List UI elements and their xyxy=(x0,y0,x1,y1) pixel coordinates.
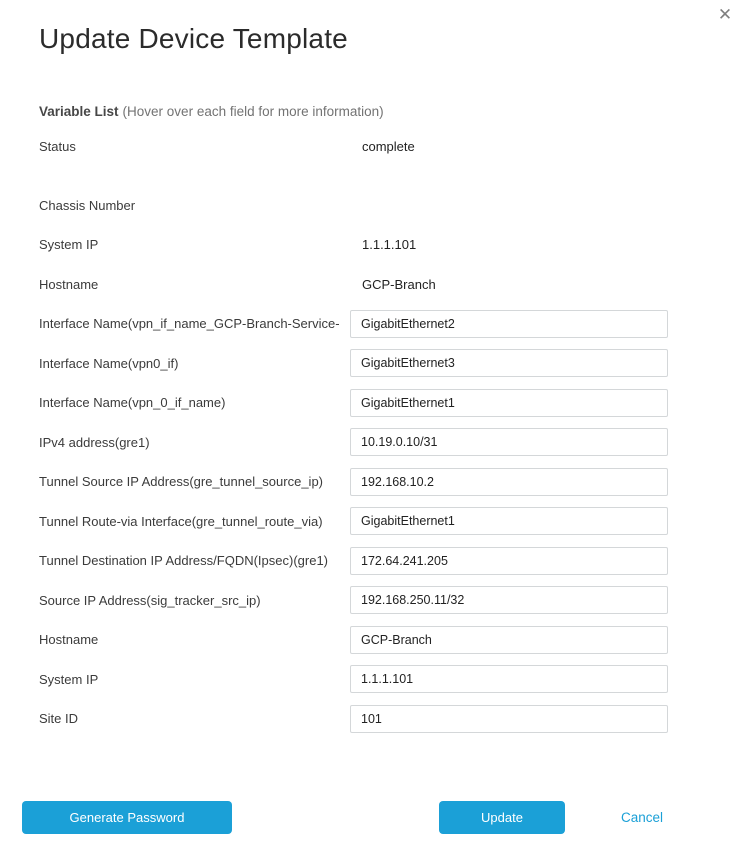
row-interface-name-vpn0-if xyxy=(0,344,752,384)
field-label-interface-name-service-vpn: Interface Name(vpn_if_name_GCP-Branch-Service- xyxy=(39,316,340,332)
row-system-ip-input xyxy=(0,660,752,700)
close-icon[interactable]: ✕ xyxy=(717,4,733,24)
row-system-ip-static xyxy=(0,225,752,265)
dialog-footer xyxy=(0,801,752,834)
row-site-id xyxy=(0,699,752,739)
field-label-tunnel-source-ip: Tunnel Source IP Address(gre_tunnel_source_ip) xyxy=(39,474,324,490)
field-label-tunnel-route-via: Tunnel Route-via Interface(gre_tunnel_route_via) xyxy=(39,513,323,529)
system-ip-input[interactable] xyxy=(350,665,668,693)
field-label-system-ip-input: System IP xyxy=(39,671,99,687)
field-value-system-ip: 1.1.1.101 xyxy=(362,237,417,253)
dialog-title: Update Device Template xyxy=(39,23,348,54)
ipv4-address-gre1-input[interactable] xyxy=(350,428,668,456)
row-source-ip-sig-tracker xyxy=(0,581,752,621)
field-label-chassis-number: Chassis Number xyxy=(39,197,136,213)
row-gap xyxy=(0,167,752,186)
row-status xyxy=(0,127,752,167)
hostname-input[interactable] xyxy=(350,626,668,654)
variable-list-label: Variable List xyxy=(39,104,119,119)
variable-list xyxy=(0,127,752,739)
field-label-hostname-input: Hostname xyxy=(39,632,99,648)
generate-password-button[interactable]: Generate Password xyxy=(22,801,232,834)
field-label-hostname: Hostname xyxy=(39,276,99,292)
variable-list-note: (Hover over each field for more information) xyxy=(122,104,384,119)
row-interface-name-vpn-0-if-name xyxy=(0,383,752,423)
row-ipv4-address-gre1 xyxy=(0,423,752,463)
update-button[interactable]: Update xyxy=(439,801,565,834)
interface-name-vpn-0-if-name-input[interactable] xyxy=(350,389,668,417)
field-value-hostname: GCP-Branch xyxy=(362,276,436,292)
field-label-tunnel-destination-ip: Tunnel Destination IP Address/FQDN(Ipsec)(gre1) xyxy=(39,553,329,569)
field-label-interface-name-vpn-0-if-name: Interface Name(vpn_0_if_name) xyxy=(39,395,226,411)
tunnel-destination-ip-input[interactable] xyxy=(350,547,668,575)
field-label-ipv4-address-gre1: IPv4 address(gre1) xyxy=(39,434,150,450)
field-label-source-ip-sig-tracker: Source IP Address(sig_tracker_src_ip) xyxy=(39,592,261,608)
site-id-input[interactable] xyxy=(350,705,668,733)
field-value-status: complete xyxy=(362,139,415,155)
tunnel-route-via-input[interactable] xyxy=(350,507,668,535)
field-label-interface-name-vpn0-if: Interface Name(vpn0_if) xyxy=(39,355,179,371)
row-interface-name-service-vpn xyxy=(0,304,752,344)
cancel-button[interactable]: Cancel xyxy=(620,809,663,825)
interface-name-service-vpn-input[interactable] xyxy=(350,310,668,338)
source-ip-sig-tracker-input[interactable] xyxy=(350,586,668,614)
row-tunnel-route-via xyxy=(0,502,752,542)
row-tunnel-source-ip xyxy=(0,462,752,502)
row-hostname-input xyxy=(0,620,752,660)
row-tunnel-destination-ip xyxy=(0,541,752,581)
field-label-site-id: Site ID xyxy=(39,711,79,727)
variable-list-heading xyxy=(39,103,713,121)
field-label-status: Status xyxy=(39,139,76,155)
interface-name-vpn0-if-input[interactable] xyxy=(350,349,668,377)
tunnel-source-ip-input[interactable] xyxy=(350,468,668,496)
row-chassis-number xyxy=(0,186,752,226)
field-label-system-ip: System IP xyxy=(39,237,99,253)
row-hostname-static xyxy=(0,265,752,305)
